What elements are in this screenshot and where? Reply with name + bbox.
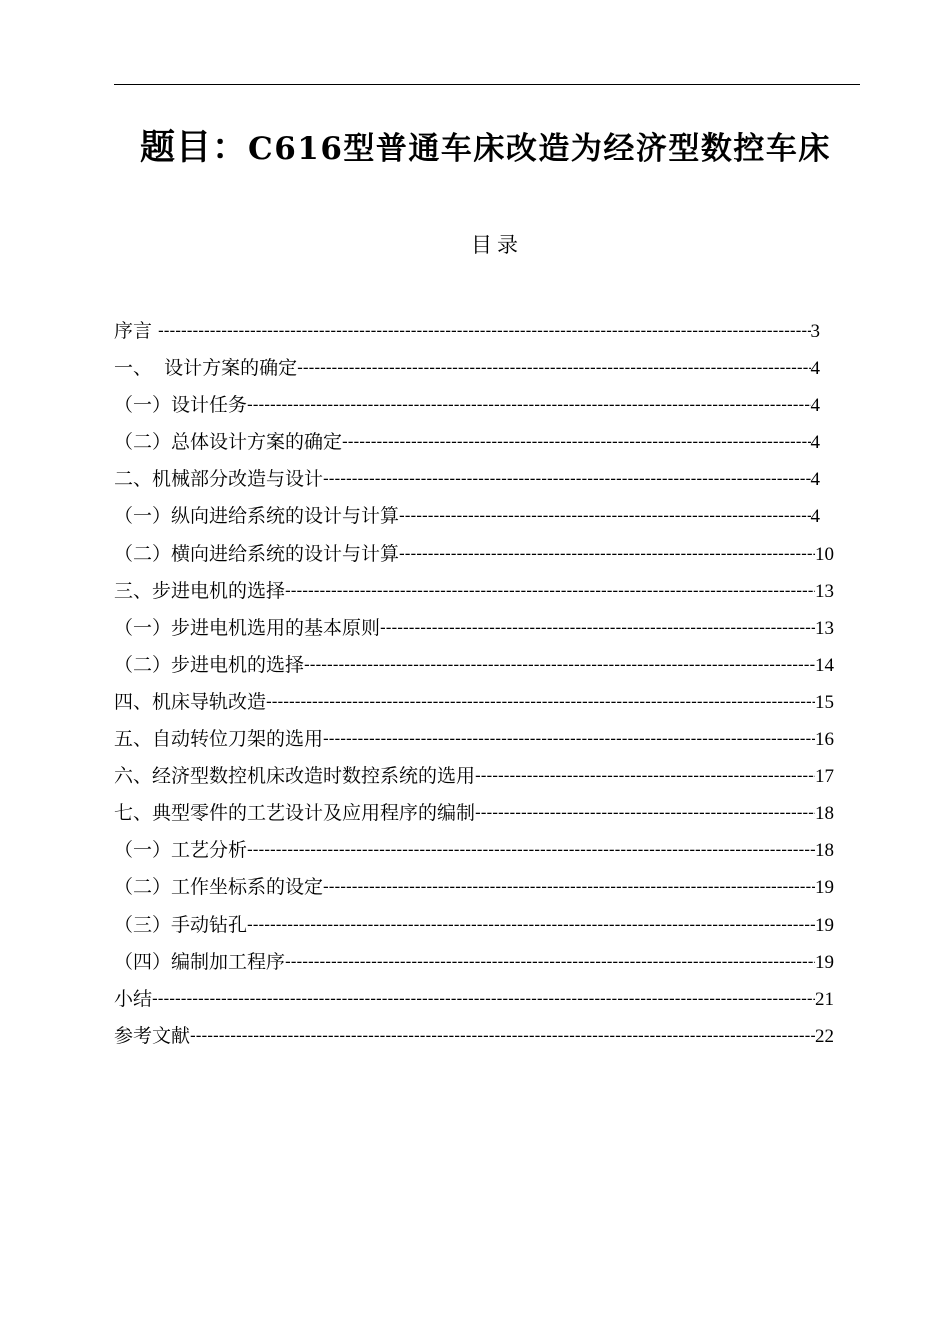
toc-entry-label: （四）编制加工程序 xyxy=(114,950,286,973)
table-of-contents xyxy=(114,313,834,1055)
toc-entry-label: （二）工作坐标系的设定 xyxy=(114,876,324,899)
toc-entry-page-number: 10 xyxy=(815,543,834,565)
toc-entry-label: 七、典型零件的工艺设计及应用程序的编制 xyxy=(114,802,476,825)
toc-dot-leader xyxy=(399,536,815,573)
toc-entry-label: （二）总体设计方案的确定 xyxy=(114,431,343,454)
toc-entry[interactable] xyxy=(114,387,834,424)
toc-entry-label: 序言 xyxy=(114,320,159,342)
toc-entry[interactable] xyxy=(114,647,834,684)
title-text: C616型普通车床改造为经济型数控车床 xyxy=(248,131,831,167)
header-rule xyxy=(114,84,860,85)
toc-entry-label: 四、机床导轨改造 xyxy=(114,690,267,713)
toc-entry[interactable] xyxy=(114,424,834,461)
toc-entry-label: （一）纵向进给系统的设计与计算 xyxy=(114,505,400,528)
toc-dot-leader xyxy=(285,944,815,981)
toc-entry-label: （二）横向进给系统的设计与计算 xyxy=(114,542,400,565)
toc-entry-label: 一、 设计方案的确定 xyxy=(114,357,298,380)
toc-entry[interactable] xyxy=(114,869,834,906)
toc-entry-page-number: 4 xyxy=(810,395,820,417)
toc-entry[interactable] xyxy=(114,758,834,795)
toc-dot-leader xyxy=(152,981,815,1018)
toc-entry[interactable] xyxy=(114,832,834,869)
toc-entry-label: 小结 xyxy=(114,987,153,1010)
toc-dot-leader xyxy=(247,387,810,424)
toc-entry[interactable] xyxy=(114,313,834,350)
toc-entry-page-number: 19 xyxy=(815,951,834,973)
toc-entry-label: （三）手动钻孔 xyxy=(114,913,248,936)
title-label: 题目： xyxy=(140,128,249,168)
toc-entry-page-number: 4 xyxy=(810,432,820,454)
toc-entry[interactable] xyxy=(114,573,834,610)
toc-entry-page-number: 3 xyxy=(810,321,820,342)
toc-dot-leader xyxy=(323,461,810,498)
toc-entry-label: （一）设计任务 xyxy=(114,394,248,417)
toc-entry[interactable] xyxy=(114,907,834,944)
toc-entry[interactable] xyxy=(114,944,834,981)
toc-dot-leader xyxy=(266,684,815,721)
toc-entry-label: （一）工艺分析 xyxy=(114,839,248,862)
toc-entry-label: 二、机械部分改造与设计 xyxy=(114,468,324,491)
toc-entry-page-number: 19 xyxy=(815,877,834,899)
toc-entry-label: （二）步进电机的选择 xyxy=(114,653,305,676)
toc-entry-page-number: 4 xyxy=(810,358,820,380)
document-title xyxy=(140,118,880,178)
toc-entry[interactable] xyxy=(114,498,834,535)
toc-entry-page-number: 15 xyxy=(815,691,834,713)
toc-entry-page-number: 16 xyxy=(815,729,834,751)
toc-entry-page-number: 21 xyxy=(815,988,834,1010)
toc-dot-leader xyxy=(342,424,810,461)
toc-entry[interactable] xyxy=(114,795,834,832)
toc-entry-label: 六、经济型数控机床改造时数控系统的选用 xyxy=(114,765,476,788)
toc-dot-leader xyxy=(297,350,810,387)
toc-entry[interactable] xyxy=(114,721,834,758)
toc-entry[interactable] xyxy=(114,350,834,387)
toc-entry-label: 三、步进电机的选择 xyxy=(114,579,286,602)
toc-entry[interactable] xyxy=(114,536,834,573)
toc-entry-label: 参考文献 xyxy=(114,1024,191,1047)
toc-entry-page-number: 18 xyxy=(815,840,834,862)
toc-entry-page-number: 13 xyxy=(815,580,834,602)
toc-entry-page-number: 13 xyxy=(815,617,834,639)
toc-dot-leader xyxy=(304,647,815,684)
toc-entry-page-number: 18 xyxy=(815,803,834,825)
toc-entry-page-number: 4 xyxy=(810,469,820,491)
toc-dot-leader xyxy=(247,832,815,869)
toc-entry-page-number: 19 xyxy=(815,914,834,936)
toc-entry-page-number: 14 xyxy=(815,654,834,676)
toc-dot-leader xyxy=(380,610,815,647)
toc-dot-leader xyxy=(475,758,815,795)
toc-entry[interactable] xyxy=(114,461,834,498)
toc-heading: 目录 xyxy=(471,233,523,257)
toc-entry-page-number: 17 xyxy=(815,766,834,788)
toc-entry[interactable] xyxy=(114,684,834,721)
toc-entry[interactable] xyxy=(114,981,834,1018)
toc-dot-leader xyxy=(190,1018,815,1055)
toc-dot-leader xyxy=(247,907,815,944)
toc-entry[interactable] xyxy=(114,1018,834,1055)
toc-dot-leader xyxy=(475,795,815,832)
toc-dot-leader xyxy=(323,721,815,758)
toc-dot-leader xyxy=(158,313,810,350)
toc-entry-label: 五、自动转位刀架的选用 xyxy=(114,728,324,751)
toc-entry-label: （一）步进电机选用的基本原则 xyxy=(114,616,381,639)
toc-dot-leader xyxy=(285,573,815,610)
toc-dot-leader xyxy=(399,498,810,535)
toc-entry-page-number: 4 xyxy=(810,506,820,528)
toc-dot-leader xyxy=(323,869,815,906)
toc-entry[interactable] xyxy=(114,610,834,647)
toc-entry-page-number: 22 xyxy=(815,1025,834,1047)
